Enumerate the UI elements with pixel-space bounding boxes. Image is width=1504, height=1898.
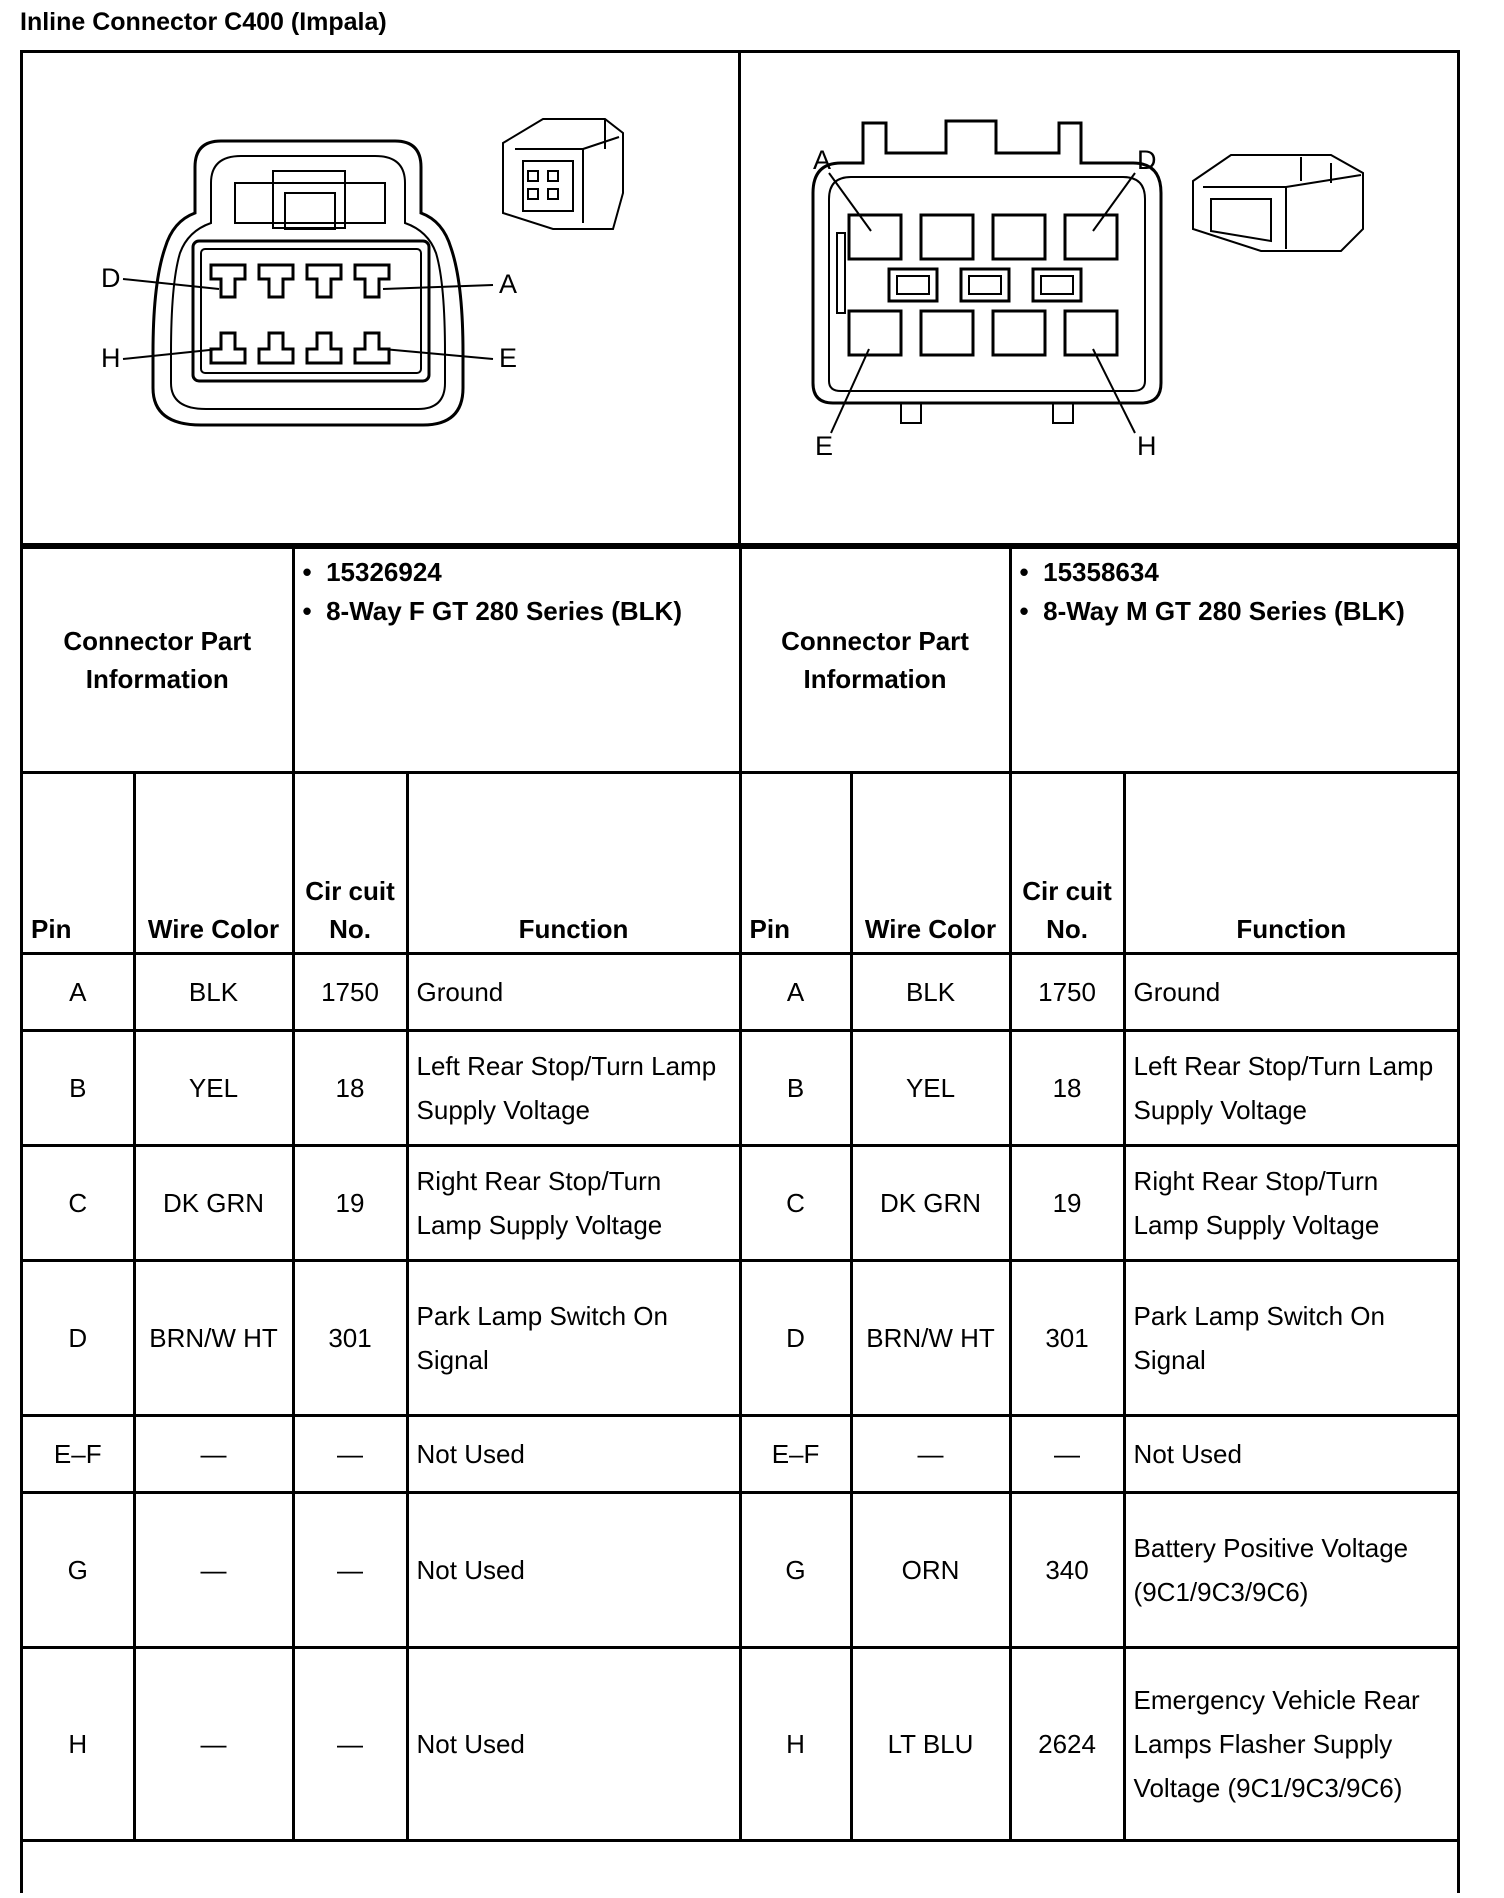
pin-label-h: H [101,343,121,373]
table-row [23,954,1457,1031]
part-number: 15358634 [1043,557,1159,587]
function-cell: Battery Positive Voltage (9C1/9C3/9C6) [1124,1493,1457,1648]
col-pin: Pin [740,773,851,954]
pin-cell: C [23,1146,134,1261]
pin-label-h: H [1137,431,1157,461]
col-circuit: Cir cuit No. [293,773,407,954]
wire-color-cell: BLK [134,954,293,1031]
function-cell: Ground [1124,954,1457,1031]
col-wire-color: Wire Color [134,773,293,954]
circuit-cell: 2624 [1010,1648,1124,1841]
female-connector-drawing [23,53,738,543]
pin-cell: A [740,954,851,1031]
circuit-cell: 18 [1010,1031,1124,1146]
col-wire-color: Wire Color [851,773,1010,954]
function-cell: Ground [407,954,740,1031]
pinout-table [23,546,1457,1842]
pin-label-d: D [1137,145,1157,175]
wire-color-cell: — [134,1648,293,1841]
pin-cell: G [740,1493,851,1648]
pin-cell: H [740,1648,851,1841]
wire-color-cell: DK GRN [851,1146,1010,1261]
circuit-cell: 340 [1010,1493,1124,1648]
pin-label-e: E [815,431,834,461]
circuit-cell: 1750 [293,954,407,1031]
circuit-cell: 1750 [1010,954,1124,1031]
table-row [23,1031,1457,1146]
function-cell: Not Used [407,1648,740,1841]
connector-info-left: • 15326924 • 8-Way F GT 280 Series (BLK) [293,548,740,773]
pin-label-e: E [499,343,518,373]
pin-cell: H [23,1648,134,1841]
function-cell: Not Used [407,1416,740,1493]
circuit-cell: 301 [293,1261,407,1416]
connector-info-right: • 15358634 • 8-Way M GT 280 Series (BLK) [1010,548,1457,773]
pin-label-a: A [499,269,518,299]
pin-cell: E–F [740,1416,851,1493]
pin-cell: C [740,1146,851,1261]
pin-label-d: D [101,263,121,293]
wire-color-cell: DK GRN [134,1146,293,1261]
col-circuit: Cir cuit No. [1010,773,1124,954]
function-cell: Right Rear Stop/Turn Lamp Supply Voltage [407,1146,740,1261]
col-function: Function [407,773,740,954]
part-description: 8-Way M GT 280 Series (BLK) [1043,596,1405,626]
pin-cell: D [740,1261,851,1416]
pin-cell: D [23,1261,134,1416]
page-title: Inline Connector C400 (Impala) [20,8,387,36]
col-function: Function [1124,773,1457,954]
column-header-row [23,773,1457,954]
wire-color-cell: YEL [851,1031,1010,1146]
part-number: 15326924 [326,557,442,587]
wire-color-cell: — [134,1416,293,1493]
wire-color-cell: BRN/W HT [851,1261,1010,1416]
function-cell: Park Lamp Switch On Signal [407,1261,740,1416]
wire-color-cell: BRN/W HT [134,1261,293,1416]
female-connector-diagram [23,53,741,543]
wire-color-cell: ORN [851,1493,1010,1648]
circuit-cell: 301 [1010,1261,1124,1416]
circuit-cell: 18 [293,1031,407,1146]
connector-info-label: Connector Part Information [740,548,1010,773]
male-connector-drawing [741,53,1457,543]
function-cell: Not Used [1124,1416,1457,1493]
pin-label-a: A [813,145,832,175]
circuit-cell: 19 [1010,1146,1124,1261]
table-row [23,1261,1457,1416]
function-cell: Left Rear Stop/Turn Lamp Supply Voltage [1124,1031,1457,1146]
pin-cell: B [23,1031,134,1146]
diagram-row [23,53,1457,546]
pin-cell: A [23,954,134,1031]
circuit-cell: — [293,1416,407,1493]
function-cell: Emergency Vehicle Rear Lamps Flasher Supply Voltage (9C1/9C3/9C6) [1124,1648,1457,1841]
table-row [23,1493,1457,1648]
wire-color-cell: — [134,1493,293,1648]
circuit-cell: — [293,1493,407,1648]
table-row [23,1416,1457,1493]
col-pin: Pin [23,773,134,954]
function-cell: Park Lamp Switch On Signal [1124,1261,1457,1416]
male-connector-diagram [741,53,1457,543]
wire-color-cell: YEL [134,1031,293,1146]
function-cell: Not Used [407,1493,740,1648]
pin-cell: B [740,1031,851,1146]
circuit-cell: — [293,1648,407,1841]
circuit-cell: — [1010,1416,1124,1493]
connector-info-row [23,548,1457,773]
pin-cell: G [23,1493,134,1648]
part-description: 8-Way F GT 280 Series (BLK) [326,596,682,626]
table-row [23,1146,1457,1261]
function-cell: Right Rear Stop/Turn Lamp Supply Voltage [1124,1146,1457,1261]
function-cell: Left Rear Stop/Turn Lamp Supply Voltage [407,1031,740,1146]
connector-sheet [20,50,1460,1893]
table-row [23,1648,1457,1841]
wire-color-cell: — [851,1416,1010,1493]
circuit-cell: 19 [293,1146,407,1261]
connector-info-label: Connector Part Information [23,548,293,773]
wire-color-cell: BLK [851,954,1010,1031]
pin-cell: E–F [23,1416,134,1493]
wire-color-cell: LT BLU [851,1648,1010,1841]
